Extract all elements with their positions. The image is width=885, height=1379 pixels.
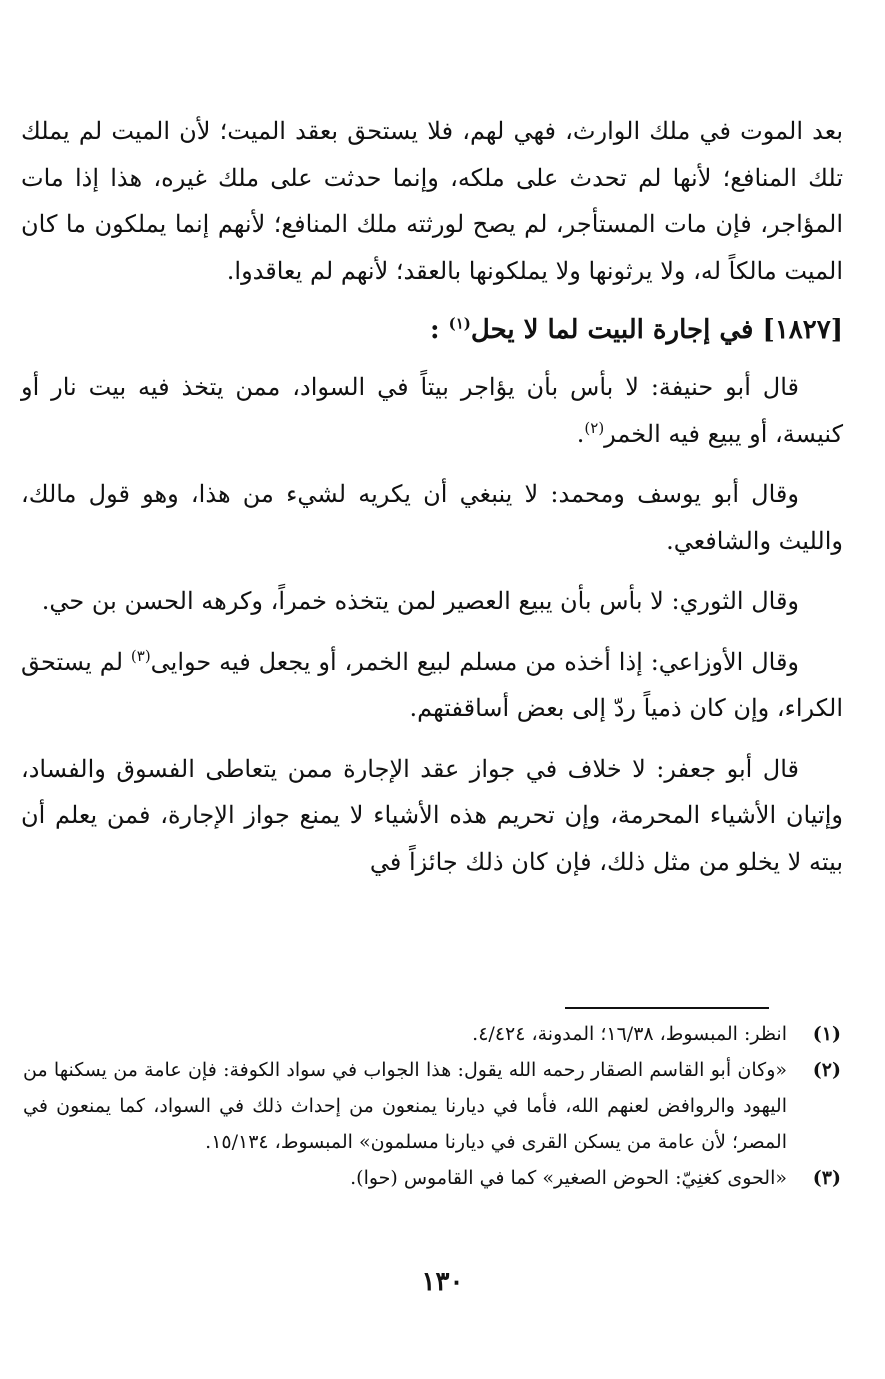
paragraph-tail: .	[576, 419, 585, 448]
heading-colon: :	[429, 315, 440, 345]
intro-paragraph: بعد الموت في ملك الوارث، فهي لهم، فلا يستحق بعقد الميت؛ لأن الميت لم يملك تلك المنافع؛ لأنها لم تحدث على ملكه، وإنما حدثت على ملك غيره، هذا إذا مات المؤاجر، فإن مات المستأجر، لم يصح لورثته ملك المنافع؛ لأنهم إنما يملكون ما كان الميت مالكاً له، ولا يرثونها ولا يملكونها بالعقد؛ لأنهم لم يعاقدوا.	[21, 117, 843, 285]
footnote-ref-2: (٢)	[584, 418, 605, 437]
paragraph-text: قال أبو جعفر: لا خلاف في جواز عقد الإجارة ممن يتعاطى الفسوق والفساد، وإتيان الأشياء المحرمة، وإن تحريم هذه الأشياء لا يمنع جواز الإجارة، فمن يعلم أن بيته لا يخلو من مثل ذلك، فإن كان ذلك جائزاً في	[21, 754, 843, 876]
footnote-2	[23, 1052, 841, 1160]
main-text	[21, 108, 843, 885]
footnote-1	[23, 1016, 841, 1052]
paragraph-abu-jafar	[21, 746, 843, 886]
page-number: ١٣٠	[421, 1267, 464, 1297]
paragraph-thawri	[21, 578, 843, 625]
footnote-text: «وكان أبو القاسم الصقار رحمه الله يقول: هذا الجواب في سواد الكوفة: فإن عامة من يسكنها من اليهود والروافض لعنهم الله، فأما في ديارنا يمنعون من إحداث ذلك في السواد، كما يمنعون في المصر؛ لأن عامة من يسكن القرى في ديارنا مسلمون» المبسوط، ١٥/١٣٤.	[23, 1059, 787, 1153]
paragraph-text: وقال الأوزاعي: إذا أخذه من مسلم لبيع الخمر، أو يجعل فيه حوايى	[150, 647, 800, 676]
section-heading	[21, 306, 843, 354]
paragraph-awzai	[21, 639, 843, 732]
footnote-text: انظر: المبسوط، ١٦/٣٨؛ المدونة، ٤/٤٢٤.	[472, 1023, 787, 1045]
footnote-number: (١)	[812, 1023, 841, 1045]
footnote-number: (٢)	[812, 1059, 841, 1081]
footnote-ref-3: (٣)	[130, 646, 151, 665]
paragraph-text: قال أبو حنيفة: لا بأس بأن يؤاجر بيتاً في السواد، ممن يتخذ فيه بيت نار أو كنيسة، أو يبيع فيه الخمر	[21, 373, 843, 448]
paragraph-text: وقال الثوري: لا بأس بأن يبيع العصير لمن يتخذه خمراً، وكرهه الحسن بن حي.	[41, 587, 799, 615]
paragraph-abu-yusuf	[21, 471, 843, 564]
footnote-ref-1: (١)	[448, 314, 471, 333]
section-number: [١٨٢٧]	[762, 315, 843, 345]
footnote-separator	[565, 1007, 769, 1009]
footnotes	[23, 1016, 841, 1196]
section-title: في إجارة البيت لما لا يحل	[470, 315, 754, 345]
footnote-text: «الحوى كغنِيّ: الحوض الصغير» كما في القاموس (حوا).	[350, 1167, 787, 1189]
paragraph-text: وقال أبو يوسف ومحمد: لا ينبغي أن يكريه لشيء من هذا، وهو قول مالك، والليث والشافعي.	[21, 480, 843, 555]
footnote-number: (٣)	[812, 1167, 841, 1189]
paragraph-abu-hanifa	[21, 364, 843, 457]
footnote-3	[23, 1160, 841, 1196]
paragraph-tail: لم يستحق الكراء، وإن كان ذمياً ردّ إلى بعض أساقفتهم.	[21, 647, 843, 722]
